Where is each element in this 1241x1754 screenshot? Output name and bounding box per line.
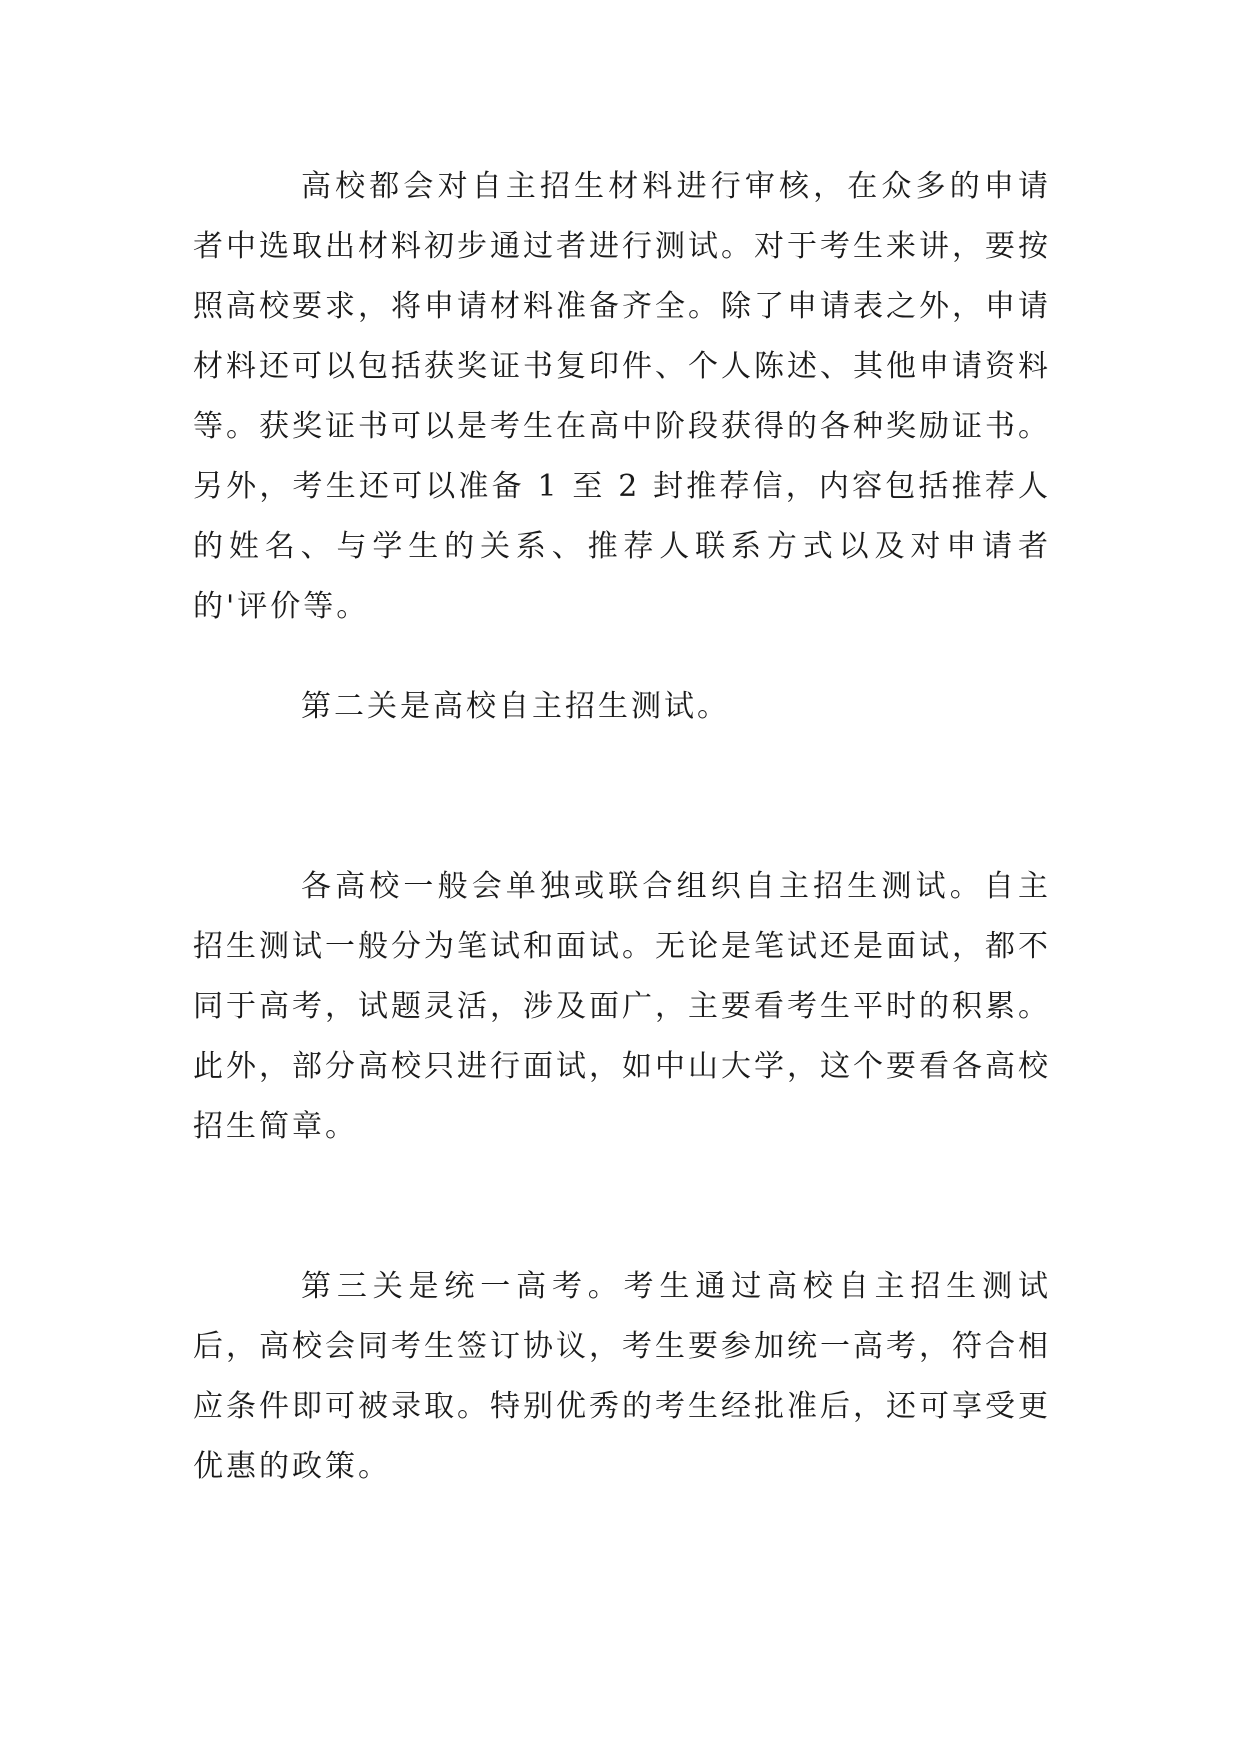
paragraph-second-stage-heading: 第二关是高校自主招生测试。 — [301, 689, 730, 724]
paragraph-admission-test: 各高校一般会单独或联合组织自主招生测试。自主招生测试一般分为笔试和面试。无论是笔试还是面试，都不同于高考，试题灵活，涉及面广，主要看考生平时的积累。此外，部分高校只进行面试，如中山大学，这个要看各高校招生简章。 — [193, 869, 1051, 1144]
paragraph-third-stage-gaokao: 第三关是统一高考。考生通过高校自主招生测试后，高校会同考生签订协议，考生要参加统一高考，符合相应条件即可被录取。特别优秀的考生经批准后，还可享受更优惠的政策。 — [193, 1269, 1051, 1484]
paragraph-materials-review: 高校都会对自主招生材料进行审核，在众多的申请者中选取出材料初步通过者进行测试。对于考生来讲，要按照高校要求，将申请材料准备齐全。除了申请表之外，申请材料还可以包括获奖证书复印件、个人陈述、其他申请资料等。获奖证书可以是考生在高中阶段获得的各种奖励证书。另外，考生还可以准备 1 至 2 封推荐信，内容包括推荐人的姓名、与学生的关系、推荐人联系方式以及对申请者的'评价等。 — [193, 169, 1051, 624]
